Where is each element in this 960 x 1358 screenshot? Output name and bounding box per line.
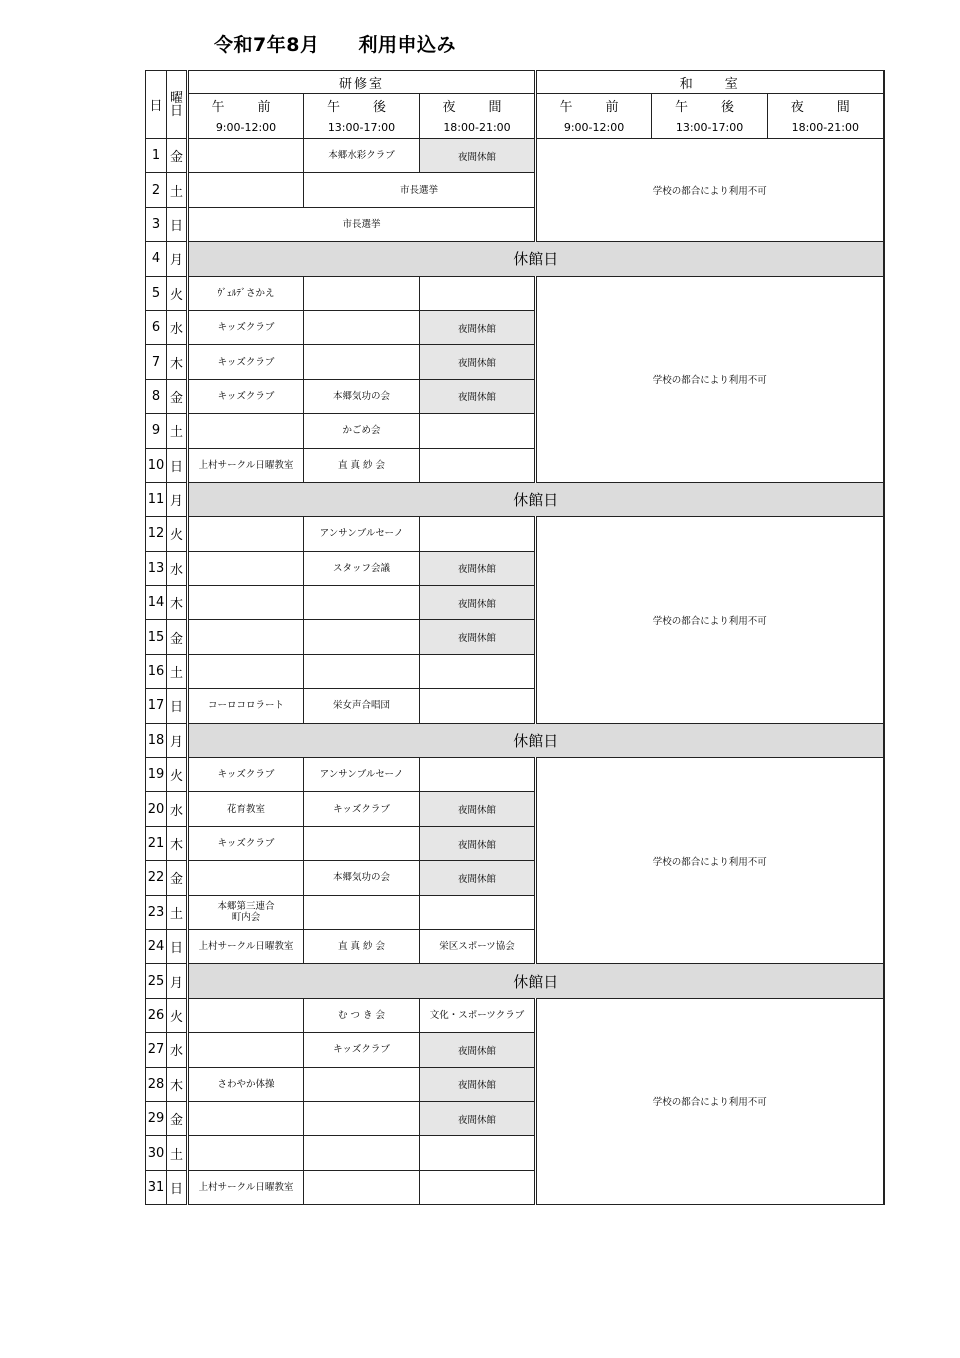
training-pm-cell[interactable]: アンサンブルセーノ (304, 517, 420, 551)
training-night-cell[interactable]: 夜間休館 (420, 379, 536, 413)
training-am-cell[interactable] (188, 414, 304, 448)
weekday: 日 (167, 689, 188, 723)
training-night-cell[interactable]: 夜間休館 (420, 826, 536, 860)
weekday: 月 (167, 723, 188, 757)
closed-day-cell: 休館日 (188, 964, 884, 998)
japanese-night-time: 18:00-21:00 (768, 116, 884, 139)
day-number: 1 (146, 139, 167, 173)
weekday: 木 (167, 1067, 188, 1101)
weekday: 日 (167, 1170, 188, 1204)
training-night-cell[interactable]: 夜間休館 (420, 345, 536, 379)
weekday: 水 (167, 551, 188, 585)
training-pm-cell[interactable] (304, 1136, 420, 1170)
training-night-cell[interactable]: 文化・スポーツクラブ (420, 998, 536, 1032)
training-night-cell[interactable]: 夜間休館 (420, 1067, 536, 1101)
training-am-cell[interactable] (188, 654, 304, 688)
training-pm-cell[interactable] (304, 620, 420, 654)
training-night-cell[interactable] (420, 895, 536, 929)
weekday: 金 (167, 861, 188, 895)
day-number: 17 (146, 689, 167, 723)
training-am-cell[interactable]: キッズクラブ (188, 379, 304, 413)
training-am-time: 9:00-12:00 (188, 116, 304, 139)
day-number: 10 (146, 448, 167, 482)
japanese-room-unavailable: 学校の都合により利用不可 (536, 758, 884, 964)
training-pm-cell[interactable] (304, 895, 420, 929)
day-row (146, 242, 884, 276)
training-pm-header: 午 後 (304, 94, 420, 117)
training-night-time: 18:00-21:00 (420, 116, 536, 139)
weekday: 金 (167, 1101, 188, 1135)
day-number: 11 (146, 482, 167, 516)
schedule-table (145, 70, 885, 1205)
training-am-cell[interactable]: さわやか体操 (188, 1067, 304, 1101)
training-pm-cell[interactable]: かごめ会 (304, 414, 420, 448)
training-night-cell[interactable] (420, 276, 536, 310)
day-number: 5 (146, 276, 167, 310)
training-night-cell[interactable]: 栄区スポーツ協会 (420, 929, 536, 963)
weekday: 火 (167, 517, 188, 551)
day-number: 20 (146, 792, 167, 826)
day-number: 4 (146, 242, 167, 276)
weekday: 火 (167, 998, 188, 1032)
training-night-cell[interactable] (420, 448, 536, 482)
training-pm-cell[interactable] (304, 1101, 420, 1135)
training-night-cell[interactable] (420, 689, 536, 723)
training-all-day-cell[interactable]: 市長選挙 (188, 207, 536, 241)
training-am-cell[interactable] (188, 1033, 304, 1067)
training-am-cell[interactable]: 花育教室 (188, 792, 304, 826)
weekday: 日 (167, 207, 188, 241)
weekday: 金 (167, 620, 188, 654)
day-number: 31 (146, 1170, 167, 1204)
training-night-cell[interactable] (420, 1136, 536, 1170)
weekday: 日 (167, 448, 188, 482)
day-number: 21 (146, 826, 167, 860)
training-night-cell[interactable]: 夜間休館 (420, 551, 536, 585)
day-number: 19 (146, 758, 167, 792)
japanese-room-unavailable: 学校の都合により利用不可 (536, 276, 884, 482)
day-number: 9 (146, 414, 167, 448)
training-pm-cell[interactable]: 本郷水彩クラブ (304, 139, 420, 173)
weekday: 火 (167, 758, 188, 792)
day-row (146, 482, 884, 516)
training-pm-night-cell[interactable]: 市長選挙 (304, 173, 536, 207)
training-am-cell[interactable]: キッズクラブ (188, 345, 304, 379)
japanese-night-header: 夜 間 (768, 94, 884, 117)
day-number: 8 (146, 379, 167, 413)
day-row (146, 964, 884, 998)
training-night-cell[interactable]: 夜間休館 (420, 620, 536, 654)
training-pm-cell[interactable] (304, 1067, 420, 1101)
weekday: 水 (167, 1033, 188, 1067)
weekday: 月 (167, 482, 188, 516)
training-night-cell[interactable]: 夜間休館 (420, 861, 536, 895)
training-night-cell[interactable]: 夜間休館 (420, 139, 536, 173)
day-number: 16 (146, 654, 167, 688)
training-pm-cell[interactable] (304, 586, 420, 620)
japanese-room-unavailable: 学校の都合により利用不可 (536, 998, 884, 1204)
closed-day-cell: 休館日 (188, 723, 884, 757)
closed-day-cell: 休館日 (188, 482, 884, 516)
training-am-cell[interactable]: キッズクラブ (188, 310, 304, 344)
training-night-cell[interactable] (420, 414, 536, 448)
training-night-cell[interactable] (420, 654, 536, 688)
training-pm-cell[interactable] (304, 654, 420, 688)
day-number: 27 (146, 1033, 167, 1067)
day-number: 15 (146, 620, 167, 654)
training-pm-cell[interactable]: 本郷気功の会 (304, 379, 420, 413)
training-pm-cell[interactable] (304, 1170, 420, 1204)
day-number: 24 (146, 929, 167, 963)
day-number: 2 (146, 173, 167, 207)
training-night-cell[interactable]: 夜間休館 (420, 792, 536, 826)
training-am-cell[interactable] (188, 1136, 304, 1170)
closed-day-cell: 休館日 (188, 242, 884, 276)
training-pm-cell[interactable] (304, 310, 420, 344)
weekday: 土 (167, 414, 188, 448)
training-am-cell[interactable]: キッズクラブ (188, 826, 304, 860)
weekday-column-header: 曜 日 (167, 71, 188, 139)
training-am-cell[interactable] (188, 1101, 304, 1135)
training-am-header: 午 前 (188, 94, 304, 117)
training-pm-cell[interactable]: スタッフ会議 (304, 551, 420, 585)
training-pm-cell[interactable] (304, 826, 420, 860)
japanese-room-unavailable: 学校の都合により利用不可 (536, 139, 884, 242)
japanese-room-unavailable: 学校の都合により利用不可 (536, 517, 884, 723)
training-pm-cell[interactable]: 本郷気功の会 (304, 861, 420, 895)
japanese-room-header: 和 室 (536, 71, 884, 94)
training-pm-cell[interactable]: 栄女声合唱団 (304, 689, 420, 723)
training-room-header: 研修室 (188, 71, 536, 94)
training-am-cell[interactable]: 本郷第三連合 町内会 (188, 895, 304, 929)
day-number: 29 (146, 1101, 167, 1135)
japanese-pm-time: 13:00-17:00 (652, 116, 768, 139)
training-pm-cell[interactable]: 直 真 紗 会 (304, 448, 420, 482)
training-am-cell[interactable]: 上村サークル日曜教室 (188, 1170, 304, 1204)
training-am-cell[interactable] (188, 861, 304, 895)
training-night-cell[interactable] (420, 1170, 536, 1204)
training-night-cell[interactable]: 夜間休館 (420, 310, 536, 344)
day-number: 18 (146, 723, 167, 757)
weekday: 日 (167, 929, 188, 963)
japanese-pm-header: 午 後 (652, 94, 768, 117)
training-am-cell[interactable]: 上村サークル日曜教室 (188, 448, 304, 482)
training-pm-cell[interactable]: アンサンブルセーノ (304, 758, 420, 792)
day-row (146, 998, 884, 1032)
weekday: 月 (167, 964, 188, 998)
training-am-cell[interactable] (188, 139, 304, 173)
day-number: 30 (146, 1136, 167, 1170)
training-am-cell[interactable] (188, 586, 304, 620)
training-am-cell[interactable]: コーロコロラート (188, 689, 304, 723)
page-title: 令和7年8月 利用申込み (214, 34, 456, 56)
training-pm-time: 13:00-17:00 (304, 116, 420, 139)
weekday: 土 (167, 1136, 188, 1170)
japanese-am-header: 午 前 (536, 94, 652, 117)
day-number: 3 (146, 207, 167, 241)
training-pm-cell[interactable]: む つ き 会 (304, 998, 420, 1032)
training-am-cell[interactable]: ｳﾞｪﾙﾃﾞさかえ (188, 276, 304, 310)
weekday: 木 (167, 826, 188, 860)
training-night-header: 夜 間 (420, 94, 536, 117)
weekday: 火 (167, 276, 188, 310)
weekday: 木 (167, 586, 188, 620)
weekday: 土 (167, 654, 188, 688)
weekday: 水 (167, 310, 188, 344)
day-row (146, 517, 884, 551)
weekday: 金 (167, 139, 188, 173)
training-am-cell[interactable] (188, 998, 304, 1032)
day-number: 28 (146, 1067, 167, 1101)
day-row (146, 276, 884, 310)
day-number: 25 (146, 964, 167, 998)
weekday: 月 (167, 242, 188, 276)
training-night-cell[interactable] (420, 758, 536, 792)
training-am-cell[interactable]: 上村サークル日曜教室 (188, 929, 304, 963)
japanese-am-time: 9:00-12:00 (536, 116, 652, 139)
training-night-cell[interactable] (420, 517, 536, 551)
training-pm-cell[interactable]: キッズクラブ (304, 792, 420, 826)
training-am-cell[interactable]: キッズクラブ (188, 758, 304, 792)
day-number: 14 (146, 586, 167, 620)
day-number: 6 (146, 310, 167, 344)
day-column-header: 日 (146, 71, 167, 139)
training-am-cell[interactable] (188, 173, 304, 207)
weekday: 金 (167, 379, 188, 413)
weekday: 土 (167, 173, 188, 207)
day-number: 7 (146, 345, 167, 379)
day-number: 13 (146, 551, 167, 585)
training-pm-cell[interactable] (304, 276, 420, 310)
training-pm-cell[interactable] (304, 345, 420, 379)
day-row (146, 723, 884, 757)
weekday: 木 (167, 345, 188, 379)
day-row (146, 139, 884, 173)
training-am-cell[interactable] (188, 620, 304, 654)
weekday: 水 (167, 792, 188, 826)
training-night-cell[interactable]: 夜間休館 (420, 1101, 536, 1135)
day-row (146, 758, 884, 792)
training-pm-cell[interactable]: 直 真 紗 会 (304, 929, 420, 963)
training-night-cell[interactable]: 夜間休館 (420, 586, 536, 620)
training-pm-cell[interactable]: キッズクラブ (304, 1033, 420, 1067)
day-number: 23 (146, 895, 167, 929)
day-number: 26 (146, 998, 167, 1032)
training-am-cell[interactable] (188, 517, 304, 551)
day-number: 22 (146, 861, 167, 895)
training-am-cell[interactable] (188, 551, 304, 585)
training-night-cell[interactable]: 夜間休館 (420, 1033, 536, 1067)
day-number: 12 (146, 517, 167, 551)
weekday: 土 (167, 895, 188, 929)
